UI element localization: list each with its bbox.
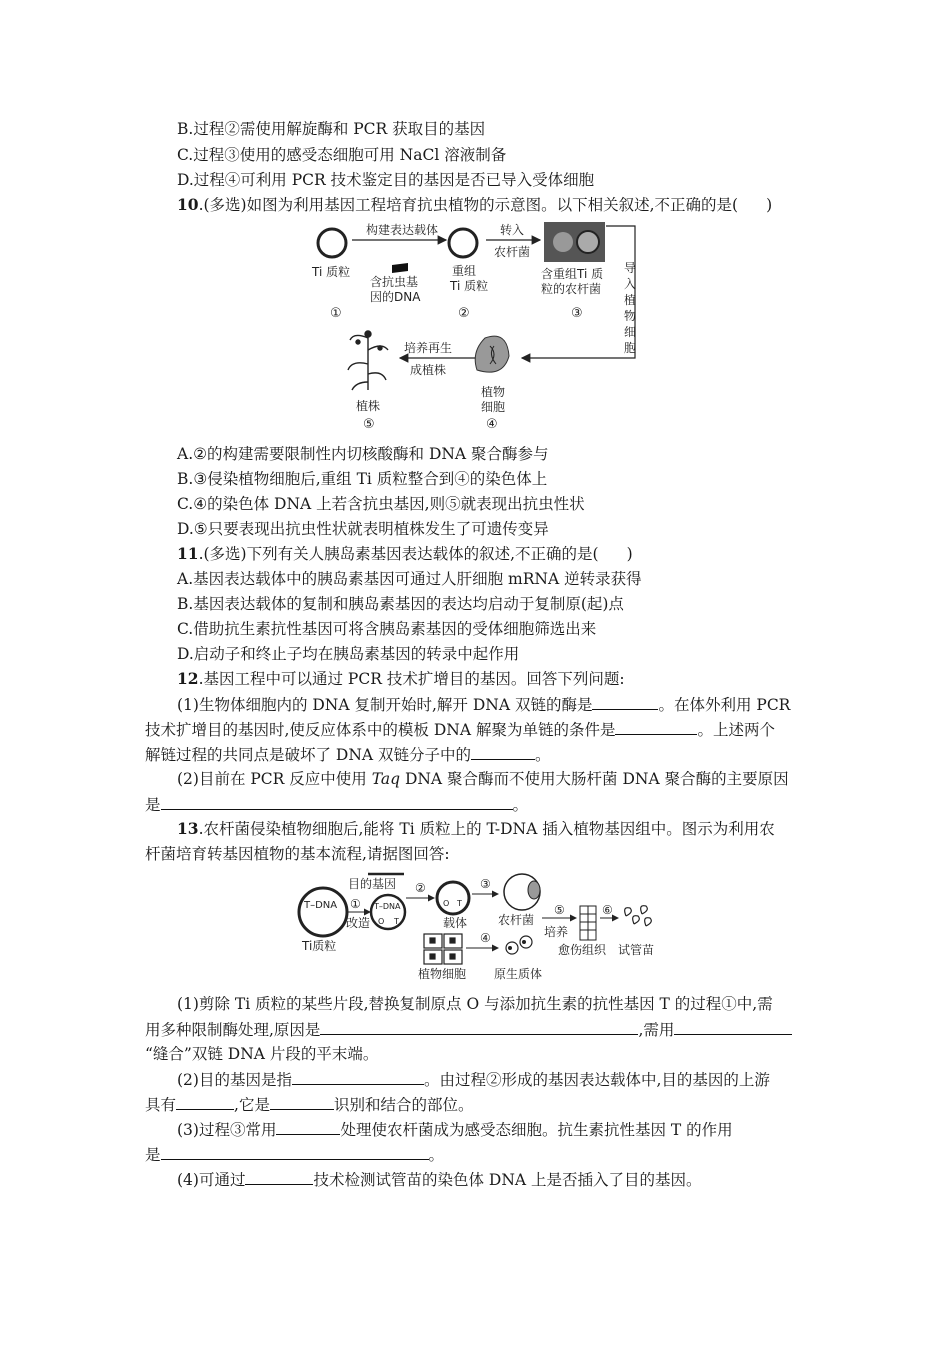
svg-text:植物: 植物 xyxy=(481,385,506,399)
answer-blank[interactable] xyxy=(276,1119,340,1135)
q11-number: 11 xyxy=(177,544,199,563)
q11-option-c: C.借助抗生素抗性基因可将含胰岛素基因的受体细胞筛选出来 xyxy=(177,620,597,638)
svg-text:细胞: 细胞 xyxy=(481,400,506,414)
q13-part1-line1: (1)剪除 Ti 质粒的某些片段,替换复制原点 O 与添加抗生素的抗性基因 T 的过程①中,需 xyxy=(177,995,773,1013)
svg-text:T: T xyxy=(457,899,462,908)
svg-text:④: ④ xyxy=(486,417,498,432)
svg-text:③: ③ xyxy=(571,306,583,321)
svg-text:构建表达载体: 构建表达载体 xyxy=(366,223,439,237)
q12-part1-line3: 解链过程的共同点是破坏了 DNA 双链分子中的 。 xyxy=(145,746,551,764)
q13-part2-line1: (2)目的基因是指 。由过程②形成的基因表达载体中,目的基因的上游 xyxy=(177,1071,770,1089)
svg-text:植株: 植株 xyxy=(356,399,381,413)
q9-option-c: C.过程③使用的感受态细胞可用 NaCl 溶液制备 xyxy=(177,146,507,164)
q13-part3-line2: 是 。 xyxy=(145,1146,445,1164)
svg-text:①: ① xyxy=(350,897,361,911)
svg-text:⑤: ⑤ xyxy=(363,417,375,432)
svg-text:农杆菌: 农杆菌 xyxy=(498,913,535,927)
q11-option-d: D.启动子和终止子均在胰岛素基因的转录中起作用 xyxy=(177,645,520,663)
svg-text:目的基因: 目的基因 xyxy=(348,877,397,891)
svg-text:④: ④ xyxy=(480,931,491,945)
svg-text:入: 入 xyxy=(624,277,637,291)
svg-text:因的DNA: 因的DNA xyxy=(370,290,421,304)
q12-number: 12 xyxy=(177,669,199,688)
svg-text:Ti 质粒: Ti 质粒 xyxy=(450,279,489,293)
seedling-icon xyxy=(625,906,652,926)
q12-part2-line2: 是 。 xyxy=(145,796,529,814)
svg-text:T–DNA: T–DNA xyxy=(374,902,401,911)
svg-text:①: ① xyxy=(330,306,342,321)
q9-option-b: B.过程②需使用解旋酶和 PCR 获取目的基因 xyxy=(177,120,486,138)
svg-text:细: 细 xyxy=(624,325,637,339)
svg-text:O: O xyxy=(443,899,450,908)
svg-text:⑤: ⑤ xyxy=(554,903,565,917)
fig10-ti-label: Ti 质粒 xyxy=(312,265,351,279)
answer-blank[interactable] xyxy=(161,794,513,810)
svg-text:改造: 改造 xyxy=(346,916,371,930)
q13-number: 13 xyxy=(177,819,199,838)
svg-text:植物细胞: 植物细胞 xyxy=(418,967,467,981)
svg-text:导: 导 xyxy=(624,261,637,275)
q13-stem: 13.农杆菌侵染植物细胞后,能将 Ti 质粒上的 T-DNA 插入植物基因组中。图示为利用农 xyxy=(177,819,775,838)
q13-figure xyxy=(290,872,670,984)
q10-option-b: B.③侵染植物细胞后,重组 Ti 质粒整合到④的染色体上 xyxy=(177,470,548,488)
svg-text:植: 植 xyxy=(624,293,637,307)
svg-text:O: O xyxy=(378,917,385,926)
q13-part1-line2: 用多种限制酶处理,原因是 ,需用 xyxy=(145,1019,792,1040)
answer-blank[interactable] xyxy=(592,694,658,710)
svg-text:粒的农杆菌: 粒的农杆菌 xyxy=(541,282,602,296)
svg-text:试管苗: 试管苗 xyxy=(618,943,655,957)
svg-text:转入: 转入 xyxy=(500,223,525,237)
answer-blank[interactable] xyxy=(320,1019,638,1035)
svg-text:Ti质粒: Ti质粒 xyxy=(302,939,337,953)
answer-blank[interactable] xyxy=(615,719,697,735)
q13-part3-line1: (3)过程③常用 处理使农杆菌成为感受态细胞。抗生素抗性基因 T 的作用 xyxy=(177,1121,733,1139)
answer-blank[interactable] xyxy=(471,744,535,760)
q10-option-a: A.②的构建需要限制性内切核酸酶和 DNA 聚合酶参与 xyxy=(177,445,549,463)
answer-blank[interactable] xyxy=(176,1094,234,1110)
q13-part1-line3: “缝合”双链 DNA 片段的平末端。 xyxy=(145,1045,379,1063)
svg-text:③: ③ xyxy=(480,877,491,891)
svg-text:含抗虫基: 含抗虫基 xyxy=(370,275,419,289)
answer-blank[interactable] xyxy=(161,1144,429,1160)
q13-stem-line2: 杆菌培育转基因植物的基本流程,请据图回答: xyxy=(145,845,450,863)
plant-cells-icon xyxy=(424,934,462,964)
q10-stem: 10.(多选)如图为利用基因工程培育抗虫植物的示意图。以下相关叙述,不正确的是( ) xyxy=(177,195,773,214)
svg-text:愈伤组织: 愈伤组织 xyxy=(558,943,607,957)
svg-text:重组: 重组 xyxy=(452,264,477,278)
answer-blank[interactable] xyxy=(245,1169,313,1185)
q10-figure xyxy=(300,218,645,432)
ti-plasmid-icon xyxy=(299,888,347,936)
q10-number: 10 xyxy=(177,195,199,214)
answer-blank[interactable] xyxy=(674,1019,792,1035)
svg-text:胞: 胞 xyxy=(624,341,637,355)
svg-text:载体: 载体 xyxy=(443,916,468,930)
svg-text:⑥: ⑥ xyxy=(602,903,613,917)
vector-icon xyxy=(437,882,469,914)
modified-plasmid-icon xyxy=(371,895,405,929)
svg-text:成植株: 成植株 xyxy=(410,363,447,377)
q9-option-d: D.过程④可利用 PCR 技术鉴定目的基因是否已导入受体细胞 xyxy=(177,171,595,189)
q11-option-b: B.基因表达载体的复制和胰岛素基因的表达均启动于复制原(起)点 xyxy=(177,595,624,613)
q10-option-c: C.④的染色体 DNA 上若含抗虫基因,则⑤就表现出抗虫性状 xyxy=(177,495,585,513)
q12-part2-line1: (2)目前在 PCR 反应中使用 Taq DNA 聚合酶而不使用大肠杆菌 DNA 聚合酶的主要原因 xyxy=(177,770,789,788)
q10-option-d: D.⑤只要表现出抗虫性状就表明植株发生了可遗传变异 xyxy=(177,520,549,538)
svg-text:②: ② xyxy=(415,881,426,895)
q12-part1-line2: 技术扩增目的基因时,使反应体系中的模板 DNA 解聚为单链的条件是 。上述两个 xyxy=(145,721,775,739)
q12-stem: 12.基因工程中可以通过 PCR 技术扩增目的基因。回答下列问题: xyxy=(177,669,625,688)
svg-text:物: 物 xyxy=(624,309,637,323)
svg-text:T–DNA: T–DNA xyxy=(304,900,338,911)
svg-text:培养再生: 培养再生 xyxy=(404,341,453,355)
svg-text:②: ② xyxy=(458,306,470,321)
svg-text:T: T xyxy=(394,917,399,926)
answer-blank[interactable] xyxy=(292,1069,424,1085)
svg-text:原生质体: 原生质体 xyxy=(494,967,543,981)
q11-stem: 11.(多选)下列有关人胰岛素基因表达载体的叙述,不正确的是( ) xyxy=(177,544,633,563)
svg-text:农杆菌: 农杆菌 xyxy=(494,245,531,259)
svg-text:含重组Ti 质: 含重组Ti 质 xyxy=(541,267,604,281)
q11-option-a: A.基因表达载体中的胰岛素基因可通过人肝细胞 mRNA 逆转录获得 xyxy=(177,570,642,588)
q12-part1-line1: (1)生物体细胞内的 DNA 复制开始时,解开 DNA 双链的酶是 。在体外利用 PCR xyxy=(177,696,791,714)
svg-text:培养: 培养 xyxy=(544,925,569,939)
q13-part4-line1: (4)可通过 技术检测试管苗的染色体 DNA 上是否插入了目的基因。 xyxy=(177,1171,702,1189)
q13-part2-line2: 具有 ,它是 识别和结合的部位。 xyxy=(145,1096,474,1114)
answer-blank[interactable] xyxy=(270,1094,334,1110)
